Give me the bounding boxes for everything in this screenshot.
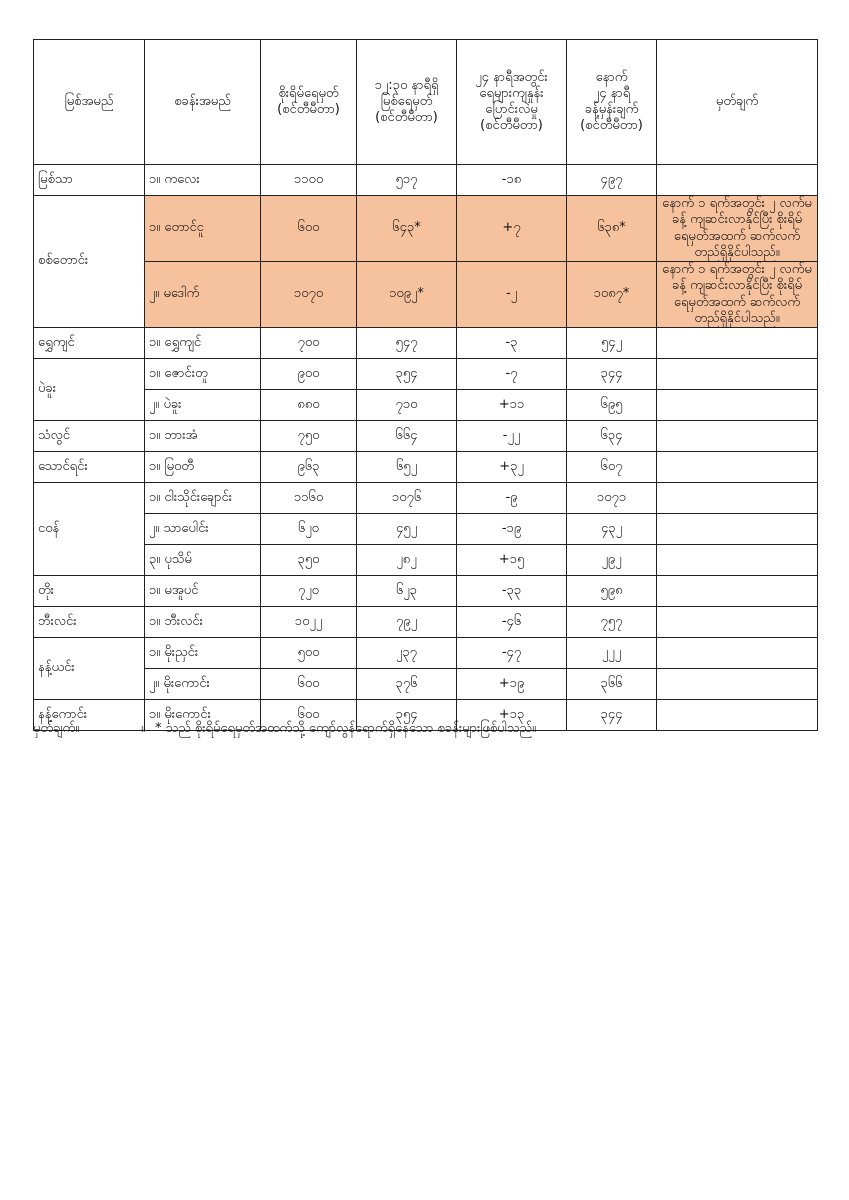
header-row (34, 40, 818, 165)
table-row (34, 196, 818, 262)
table-row (34, 452, 818, 483)
station-cell: ၃။ ပုသိမ် (145, 545, 261, 576)
river-name-cell: သံလွင် (34, 421, 145, 452)
remark-cell (657, 607, 818, 638)
forecast-cell: ၂၉၂ (567, 545, 657, 576)
forecast-cell: ၃၄၄ (567, 700, 657, 731)
table-row (34, 165, 818, 196)
table-row (34, 483, 818, 514)
remark-cell: နောက် ၁ ရက်အတွင်း ၂ လက်မခန့် ကျဆင်းလာနိုင်ပြီး စိုးရိမ်ရေမှတ်အထက် ဆက်လက်တည်ရှိနိုင်ပါသည်။ (657, 262, 818, 328)
change-cell: -၁၉ (457, 514, 567, 545)
river-name-cell: တိုး (34, 576, 145, 607)
footnote-label: မှတ်ချက်။ (33, 721, 80, 736)
station-cell: ၁။ တောင်ငူ (145, 196, 261, 262)
observed-level-cell: ၄၅၂ (357, 514, 457, 545)
observed-level-cell: ၆၅၂ (357, 452, 457, 483)
river-name-cell: ပဲခူး (34, 359, 145, 421)
change-cell: +၁၃ (457, 700, 567, 731)
remark-cell (657, 483, 818, 514)
station-cell: ၁။ မအူပင် (145, 576, 261, 607)
forecast-cell: ၅၄၂ (567, 328, 657, 359)
river-name-cell: ငဝန် (34, 483, 145, 576)
change-cell: -၂ (457, 262, 567, 328)
forecast-cell: ၁၀၇၁ (567, 483, 657, 514)
station-cell: ၁။ မိုးညှင်း (145, 638, 261, 669)
forecast-cell: ၆၉၅ (567, 390, 657, 421)
forecast-cell: ၁၀၈၇* (567, 262, 657, 328)
table-row (34, 669, 818, 700)
forecast-cell: ၆၀၇ (567, 452, 657, 483)
forecast-cell: ၂၂၂ (567, 638, 657, 669)
danger-level-cell: ၃၅၀ (261, 545, 357, 576)
remark-cell (657, 452, 818, 483)
change-cell: -၂၂ (457, 421, 567, 452)
change-cell: +၁၁ (457, 390, 567, 421)
observed-level-cell: ၅၄၇ (357, 328, 457, 359)
forecast-cell: ၆၃၈* (567, 196, 657, 262)
footnote-mark: ။ (141, 721, 145, 736)
danger-level-cell: ၆၂၀ (261, 514, 357, 545)
change-cell: -၁၈ (457, 165, 567, 196)
remark-cell (657, 638, 818, 669)
remark-cell (657, 576, 818, 607)
danger-level-cell: ၆၀၀ (261, 700, 357, 731)
observed-level-cell: ၁၀၇၆ (357, 483, 457, 514)
danger-level-cell: ၇၂၀ (261, 576, 357, 607)
table-row (34, 262, 818, 328)
forecast-cell: ၅၉၈ (567, 576, 657, 607)
change-cell: -၉ (457, 483, 567, 514)
header-remark: မှတ်ချက် (657, 40, 818, 165)
danger-level-cell: ၉၀၀ (261, 359, 357, 390)
forecast-cell: ၄၉၇ (567, 165, 657, 196)
header-forecast: နောက် ၂၄ နာရီ ခန့်မှန်းချက် (စင်တီမီတာ) (567, 40, 657, 165)
change-cell: -၄၆ (457, 607, 567, 638)
danger-level-cell: ၅၀၀ (261, 638, 357, 669)
remark-cell (657, 359, 818, 390)
header-24h-change: ၂၄ နာရီအတွင်း ရေများကျနှုန်း ပြောင်းလဲမှု (စင်တီမီတာ) (457, 40, 567, 165)
danger-level-cell: ၈၈၀ (261, 390, 357, 421)
remark-cell (657, 514, 818, 545)
change-cell: -၃၃ (457, 576, 567, 607)
station-cell: ၁။ ဘီးလင်း (145, 607, 261, 638)
forecast-cell: ၃၄၄ (567, 359, 657, 390)
header-station: စခန်းအမည် (145, 40, 261, 165)
station-cell: ၂။ မဒေါက် (145, 262, 261, 328)
station-cell: ၂။ ပဲခူး (145, 390, 261, 421)
footnote-text: * သည် စိုးရိမ်ရေမှတ်အထက်သို့ ကျော်လွန်ရောက်ရှိနေသော စခန်းများဖြစ်ပါသည်။ (155, 721, 536, 736)
table-row (34, 421, 818, 452)
change-cell: +၁၉ (457, 669, 567, 700)
header-danger-level: စိုးရိမ်ရေမှတ် (စင်တီမီတာ) (261, 40, 357, 165)
table-row (34, 545, 818, 576)
river-name-cell: နန့်ယင်း (34, 638, 145, 700)
table-row (34, 359, 818, 390)
danger-level-cell: ၇၀၀ (261, 328, 357, 359)
remark-cell (657, 390, 818, 421)
observed-level-cell: ၁၀၉၂* (357, 262, 457, 328)
river-name-cell: ဘီးလင်း (34, 607, 145, 638)
station-cell: ၁။ ရွှေကျင် (145, 328, 261, 359)
change-cell: -၇ (457, 359, 567, 390)
change-cell: -၃ (457, 328, 567, 359)
forecast-cell: ၄၃၂ (567, 514, 657, 545)
table-row (34, 328, 818, 359)
forecast-cell: ၆၃၄ (567, 421, 657, 452)
header-river: မြစ်အမည် (34, 40, 145, 165)
table-row (34, 514, 818, 545)
river-level-table (33, 39, 818, 731)
observed-level-cell: ၂၈၂ (357, 545, 457, 576)
change-cell: +၇ (457, 196, 567, 262)
remark-cell (657, 165, 818, 196)
observed-level-cell: ၃၇၆ (357, 669, 457, 700)
change-cell: +၁၅ (457, 545, 567, 576)
observed-level-cell: ၇၁၀ (357, 390, 457, 421)
station-cell: ၁။ ငါးသိုင်းချောင်း (145, 483, 261, 514)
observed-level-cell: ၃၅၄ (357, 359, 457, 390)
forecast-cell: ၃၆၆ (567, 669, 657, 700)
remark-cell (657, 421, 818, 452)
river-name-cell: စစ်တောင်း (34, 196, 145, 328)
danger-level-cell: ၆၀၀ (261, 669, 357, 700)
station-cell: ၁။ ဇောင်းတူ (145, 359, 261, 390)
station-cell: ၂။ သာပေါင်း (145, 514, 261, 545)
observed-level-cell: ၅၁၇ (357, 165, 457, 196)
station-cell: ၁။ ဘားအံ (145, 421, 261, 452)
station-cell: ၂။ မိုးကောင်း (145, 669, 261, 700)
station-cell: ၁။ ကလေး (145, 165, 261, 196)
remark-cell (657, 328, 818, 359)
station-cell: ၁။ မိုးကောင်း (145, 700, 261, 731)
footnote (33, 720, 817, 739)
danger-level-cell: ၁၁၆၀ (261, 483, 357, 514)
table-row (34, 607, 818, 638)
observed-level-cell: ၃၅၄ (357, 700, 457, 731)
river-name-cell: မြစ်သာ (34, 165, 145, 196)
observed-level-cell: ၂၃၇ (357, 638, 457, 669)
table-row (34, 576, 818, 607)
station-cell: ၁။ မြဝတီ (145, 452, 261, 483)
observed-level-cell: ၆၂၃ (357, 576, 457, 607)
river-name-cell: သောင်ရင်း (34, 452, 145, 483)
remark-cell (657, 545, 818, 576)
danger-level-cell: ၇၅၀ (261, 421, 357, 452)
danger-level-cell: ၁၀၂၂ (261, 607, 357, 638)
remark-cell (657, 669, 818, 700)
change-cell: +၃၂ (457, 452, 567, 483)
table-body (34, 165, 818, 731)
danger-level-cell: ၆၀၀ (261, 196, 357, 262)
river-name-cell: ရွှေကျင် (34, 328, 145, 359)
observed-level-cell: ၆၆၄ (357, 421, 457, 452)
table-row (34, 638, 818, 669)
observed-level-cell: ၇၉၂ (357, 607, 457, 638)
observed-level-cell: ၆၄၃* (357, 196, 457, 262)
river-name-cell: နန့်ကောင်း (34, 700, 145, 731)
danger-level-cell: ၁၀၇၀ (261, 262, 357, 328)
header-observed-level: ၁၂:၃၀ နာရီရှိ မြစ်ရေမှတ် (စင်တီမီတာ) (357, 40, 457, 165)
remark-cell: နောက် ၁ ရက်အတွင်း ၂ လက်မခန့် ကျဆင်းလာနိုင်ပြီး စိုးရိမ်ရေမှတ်အထက် ဆက်လက်တည်ရှိနိုင်ပါသည်။ (657, 196, 818, 262)
danger-level-cell: ၁၁၀၀ (261, 165, 357, 196)
danger-level-cell: ၉၆၃ (261, 452, 357, 483)
forecast-cell: ၇၅၇ (567, 607, 657, 638)
change-cell: -၄၇ (457, 638, 567, 669)
table-row (34, 390, 818, 421)
